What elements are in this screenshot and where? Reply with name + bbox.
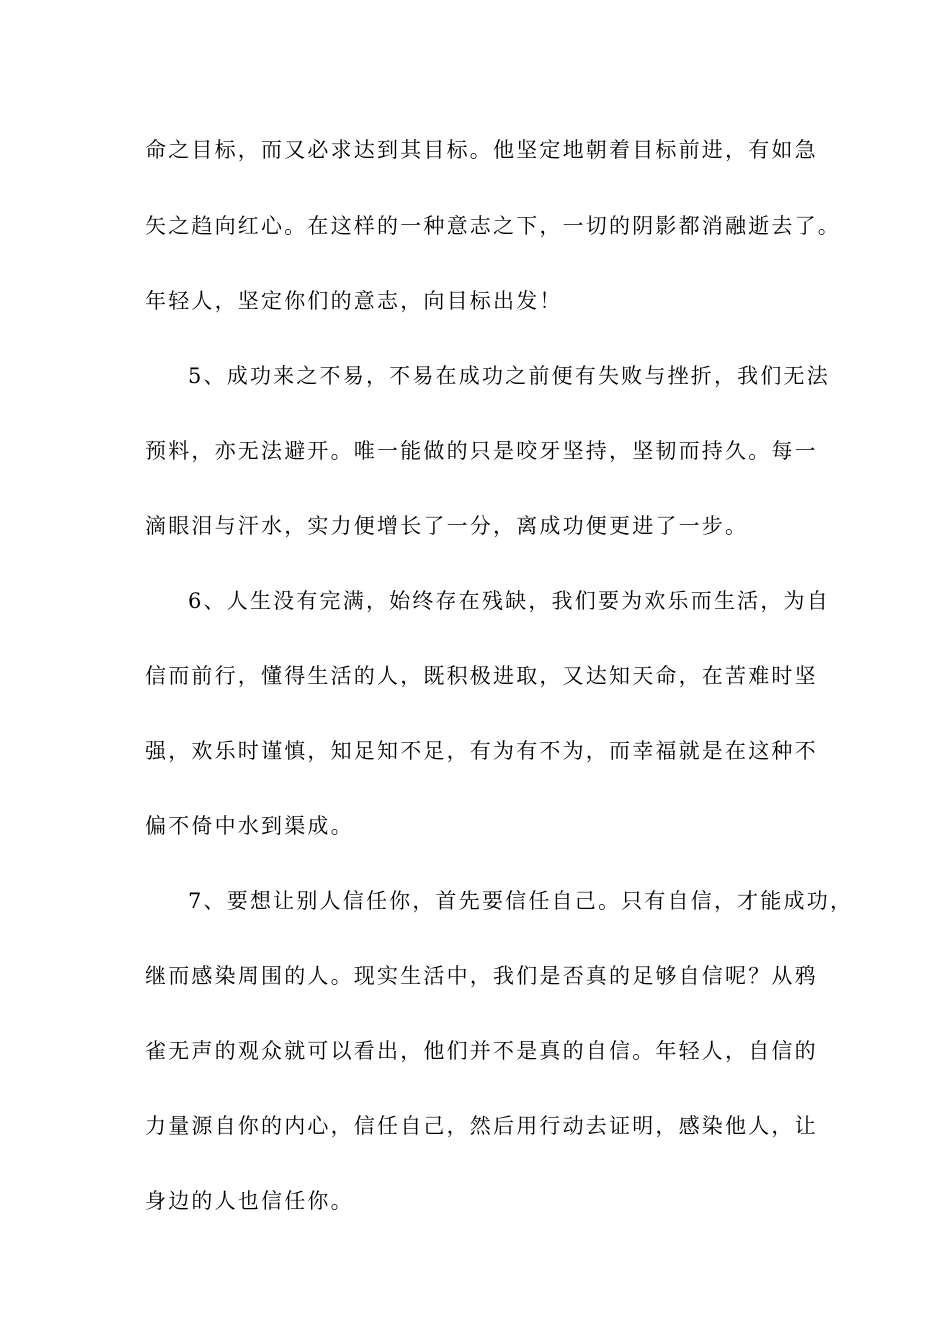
- text-line: 命之目标，而又必求达到其目标。他坚定地朝着目标前进，有如急: [145, 138, 818, 162]
- text-line: 雀无声的观众就可以看出，他们并不是真的自信。年轻人，自信的: [145, 1039, 818, 1063]
- paragraph-6-first-line: 6、人生没有完满，始终存在残缺，我们要为欢乐而生活，为自: [188, 589, 830, 613]
- text-line: 身边的人也信任你。: [145, 1189, 354, 1213]
- text-line: 年轻人，坚定你们的意志，向目标出发！: [145, 289, 563, 313]
- text-line: 信而前行，懂得生活的人，既积极进取，又达知天命，在苦难时坚: [145, 664, 818, 688]
- paragraph-7-first-line: 7、要想让别人信任你，首先要信任自己。只有自信，才能成功，: [188, 889, 854, 913]
- text-line: 力量源自你的内心，信任自己，然后用行动去证明，感染他人，让: [145, 1114, 818, 1138]
- text-line: 滴眼泪与汗水，实力便增长了一分，离成功便更进了一步。: [145, 514, 749, 538]
- text-line: 偏不倚中水到渠成。: [145, 814, 354, 838]
- text-line: 矢之趋向红心。在这样的一种意志之下，一切的阴影都消融逝去了。: [145, 214, 841, 238]
- text-line: 继而感染周围的人。现实生活中，我们是否真的足够自信呢？从鸦: [145, 964, 818, 988]
- paragraph-5-first-line: 5、成功来之不易，不易在成功之前便有失败与挫折，我们无法: [188, 364, 830, 388]
- text-line: 预料，亦无法避开。唯一能做的只是咬牙坚持，坚韧而持久。每一: [145, 439, 818, 463]
- text-line: 强，欢乐时谨慎，知足知不足，有为有不为，而幸福就是在这种不: [145, 739, 818, 763]
